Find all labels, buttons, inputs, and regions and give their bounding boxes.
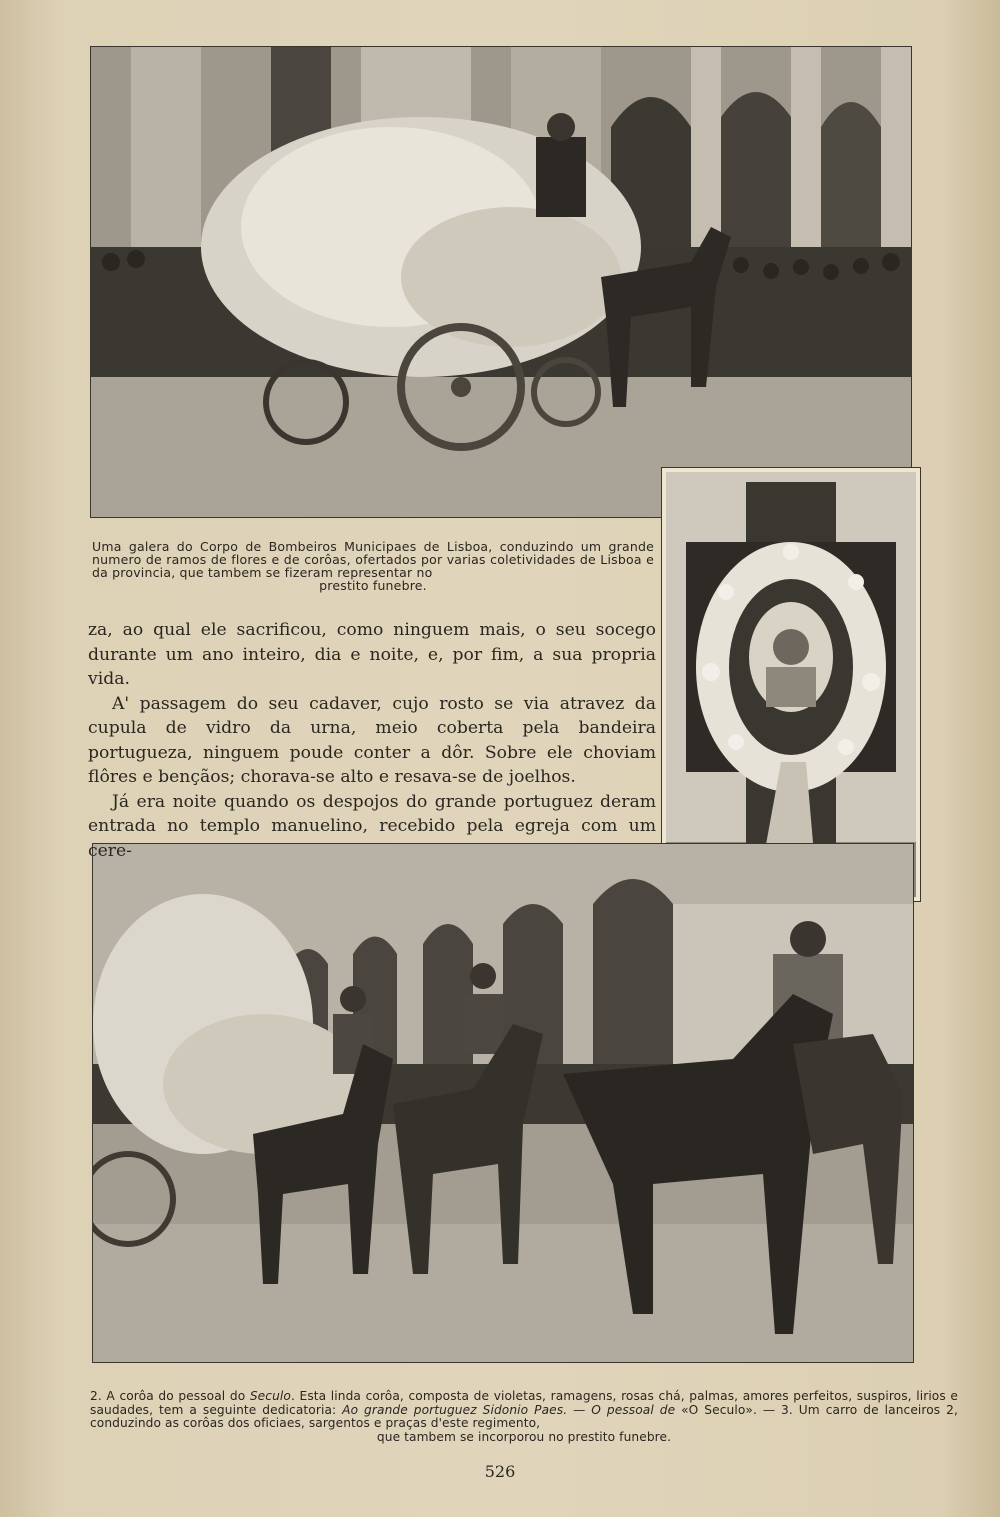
caption-bottom-part3: «O Seculo». — 3. Um carro de lanceiros 2, conduzindo as corôas dos oficiaes, sargentos e praças d'este regimento, bbox=[90, 1402, 958, 1430]
caption-top-text: Uma galera do Corpo de Bombeiros Municipaes de Lisboa, conduzindo um grande numero de ramos de flores e de corôas, ofertados por varias coletividades de Lisboa e da provincia, que tambem se fizeram representar no bbox=[92, 539, 654, 580]
caption-bottom-dedication: Ao grande portuguez Sidonio Paes. — O pessoal de bbox=[342, 1402, 676, 1417]
photo-lancers-wagon bbox=[92, 843, 914, 1363]
page-number: 526 bbox=[484, 1462, 516, 1481]
body-paragraph-2: A' passagem do seu cadaver, cujo rosto se via atravez da cupula de vidro da urna, meio coberta pela bandeira portugueza, ninguem poude conter a dôr. Sobre ele choviam flôres e bençãos; chorava-se alto e resava-se de joelhos. bbox=[88, 693, 656, 787]
body-paragraph-3: Já era noite quando os despojos do grande portuguez deram entrada no templo manuelino, recebido pela egreja com um cere- bbox=[88, 791, 656, 861]
lancers-photo-illustration bbox=[93, 844, 913, 1362]
caption-bottom bbox=[90, 1390, 958, 1444]
caption-bottom-part1: 2. A corôa do pessoal do bbox=[90, 1389, 250, 1403]
photo-wreath-seculo bbox=[662, 468, 920, 901]
article-body bbox=[88, 618, 656, 863]
caption-bottom-last-line: que tambem se incorporou no prestito funebre. bbox=[376, 1429, 672, 1444]
wagon-photo-illustration bbox=[91, 47, 911, 517]
caption-top bbox=[92, 540, 654, 592]
wreath-photo-illustration bbox=[666, 472, 916, 897]
caption-top-last-line: prestito funebre. bbox=[319, 578, 427, 593]
caption-bottom-seculo: Seculo bbox=[249, 1389, 291, 1403]
body-paragraph-1: za, ao qual ele sacrificou, como ninguem mais, o seu socego durante um ano inteiro, dia e noite, e, por fim, a sua propria vida. bbox=[88, 620, 656, 689]
caption-bottom-part2: . Esta linda corôa, composta de violetas, ramagens, rosas chá, palmas, amores perfeitos, suspiros, lirios e saudades, tem a seguinte dedicatoria: bbox=[90, 1389, 958, 1417]
photo-fire-brigade-wagon bbox=[90, 46, 912, 518]
